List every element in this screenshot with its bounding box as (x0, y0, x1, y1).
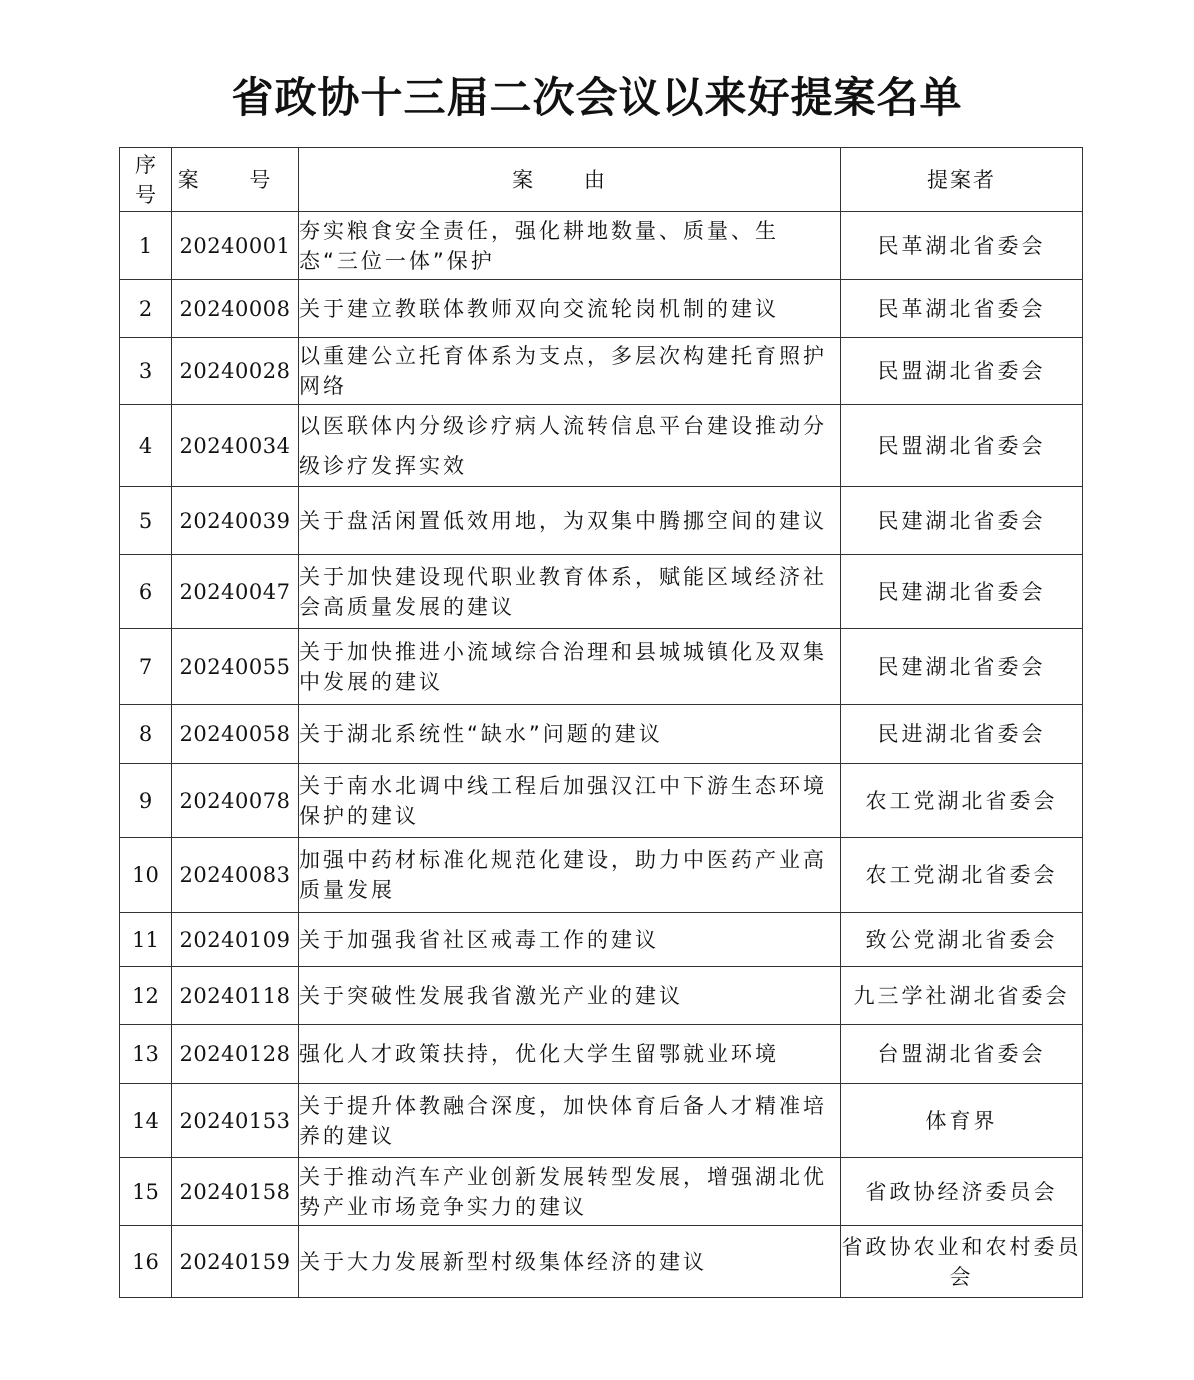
row-reason-cell: 关于提升体教融合深度，加快体育后备人才精准培养的建议 (299, 1084, 841, 1158)
table-row (120, 1084, 1083, 1158)
row-proposer-cell: 农工党湖北省委会 (841, 838, 1083, 913)
row-proposer-cell: 致公党湖北省委会 (841, 913, 1083, 967)
table-row (120, 705, 1083, 764)
row-number-cell: 20240034 (172, 405, 299, 487)
row-reason-cell: 关于盘活闲置低效用地，为双集中腾挪空间的建议 (299, 487, 841, 555)
row-number-cell: 20240008 (172, 280, 299, 338)
table-body (120, 212, 1083, 1298)
row-number-cell: 20240153 (172, 1084, 299, 1158)
row-reason-cell: 关于建立教联体教师双向交流轮岗机制的建议 (299, 280, 841, 338)
row-proposer-cell: 民革湖北省委会 (841, 212, 1083, 280)
row-seq-cell: 6 (120, 555, 172, 629)
row-reason-cell: 关于加快建设现代职业教育体系，赋能区域经济社会高质量发展的建议 (299, 555, 841, 629)
table-row (120, 405, 1083, 487)
row-seq-cell: 7 (120, 629, 172, 705)
row-number-cell: 20240055 (172, 629, 299, 705)
row-number-cell: 20240039 (172, 487, 299, 555)
header-number (172, 148, 299, 212)
row-number-cell: 20240158 (172, 1158, 299, 1226)
row-number-cell: 20240047 (172, 555, 299, 629)
row-reason-cell: 夯实粮食安全责任，强化耕地数量、质量、生态“三位一体”保护 (299, 212, 841, 280)
header-proposer (841, 148, 1083, 212)
table-row (120, 913, 1083, 967)
row-number-cell: 20240159 (172, 1226, 299, 1298)
table-row (120, 280, 1083, 338)
row-number-cell: 20240001 (172, 212, 299, 280)
table-row (120, 629, 1083, 705)
row-seq-cell: 2 (120, 280, 172, 338)
row-seq-cell: 14 (120, 1084, 172, 1158)
row-reason-cell: 以医联体内分级诊疗病人流转信息平台建设推动分级诊疗发挥实效 (299, 405, 841, 487)
row-number-cell: 20240083 (172, 838, 299, 913)
row-reason-cell: 关于湖北系统性“缺水”问题的建议 (299, 705, 841, 764)
header-reason-label: 案 由 (512, 167, 627, 192)
proposal-table (119, 147, 1083, 1298)
table-row (120, 338, 1083, 405)
row-proposer-cell: 农工党湖北省委会 (841, 764, 1083, 838)
row-reason-cell: 强化人才政策扶持，优化大学生留鄂就业环境 (299, 1025, 841, 1084)
table-row (120, 1158, 1083, 1226)
row-number-cell: 20240118 (172, 967, 299, 1025)
row-proposer-cell: 民建湖北省委会 (841, 487, 1083, 555)
row-seq-cell: 13 (120, 1025, 172, 1084)
row-reason-cell: 关于加快推进小流域综合治理和县城城镇化及双集中发展的建议 (299, 629, 841, 705)
page-title: 省政协十三届二次会议以来好提案名单 (231, 73, 963, 122)
row-number-cell: 20240058 (172, 705, 299, 764)
row-seq-cell: 8 (120, 705, 172, 764)
row-proposer-cell: 民建湖北省委会 (841, 555, 1083, 629)
row-number-cell: 20240109 (172, 913, 299, 967)
row-seq-cell: 3 (120, 338, 172, 405)
row-proposer-cell: 民盟湖北省委会 (841, 338, 1083, 405)
row-reason-cell: 关于推动汽车产业创新发展转型发展，增强湖北优势产业市场竞争实力的建议 (299, 1158, 841, 1226)
table-row (120, 967, 1083, 1025)
table-row (120, 838, 1083, 913)
row-proposer-cell: 民革湖北省委会 (841, 280, 1083, 338)
row-proposer-cell: 省政协农业和农村委员会 (841, 1226, 1083, 1298)
row-seq-cell: 11 (120, 913, 172, 967)
table-row (120, 764, 1083, 838)
row-seq-cell: 15 (120, 1158, 172, 1226)
table-row (120, 212, 1083, 280)
row-reason-cell: 以重建公立托育体系为支点，多层次构建托育照护网络 (299, 338, 841, 405)
row-proposer-cell: 九三学社湖北省委会 (841, 967, 1083, 1025)
row-proposer-cell: 省政协经济委员会 (841, 1158, 1083, 1226)
row-seq-cell: 9 (120, 764, 172, 838)
row-reason-cell: 加强中药材标准化规范化建设，助力中医药产业高质量发展 (299, 838, 841, 913)
header-seq (120, 148, 172, 212)
table-row (120, 1025, 1083, 1084)
row-proposer-cell: 民进湖北省委会 (841, 705, 1083, 764)
table-row (120, 555, 1083, 629)
row-reason-cell: 关于大力发展新型村级集体经济的建议 (299, 1226, 841, 1298)
row-reason-cell: 关于突破性发展我省激光产业的建议 (299, 967, 841, 1025)
header-seq-label: 序号 (135, 152, 156, 207)
table-row (120, 487, 1083, 555)
table-row (120, 1226, 1083, 1298)
header-number-label: 案 号 (177, 167, 293, 192)
row-seq-cell: 10 (120, 838, 172, 913)
row-seq-cell: 16 (120, 1226, 172, 1298)
row-number-cell: 20240128 (172, 1025, 299, 1084)
row-seq-cell: 4 (120, 405, 172, 487)
header-reason (299, 148, 841, 212)
row-number-cell: 20240028 (172, 338, 299, 405)
row-seq-cell: 1 (120, 212, 172, 280)
header-proposer-label: 提案者 (927, 167, 996, 192)
row-number-cell: 20240078 (172, 764, 299, 838)
row-proposer-cell: 台盟湖北省委会 (841, 1025, 1083, 1084)
row-seq-cell: 12 (120, 967, 172, 1025)
row-proposer-cell: 体育界 (841, 1084, 1083, 1158)
row-reason-cell: 关于加强我省社区戒毒工作的建议 (299, 913, 841, 967)
row-proposer-cell: 民盟湖北省委会 (841, 405, 1083, 487)
row-proposer-cell: 民建湖北省委会 (841, 629, 1083, 705)
row-reason-cell: 关于南水北调中线工程后加强汉江中下游生态环境保护的建议 (299, 764, 841, 838)
row-seq-cell: 5 (120, 487, 172, 555)
table-header-row (120, 148, 1083, 212)
